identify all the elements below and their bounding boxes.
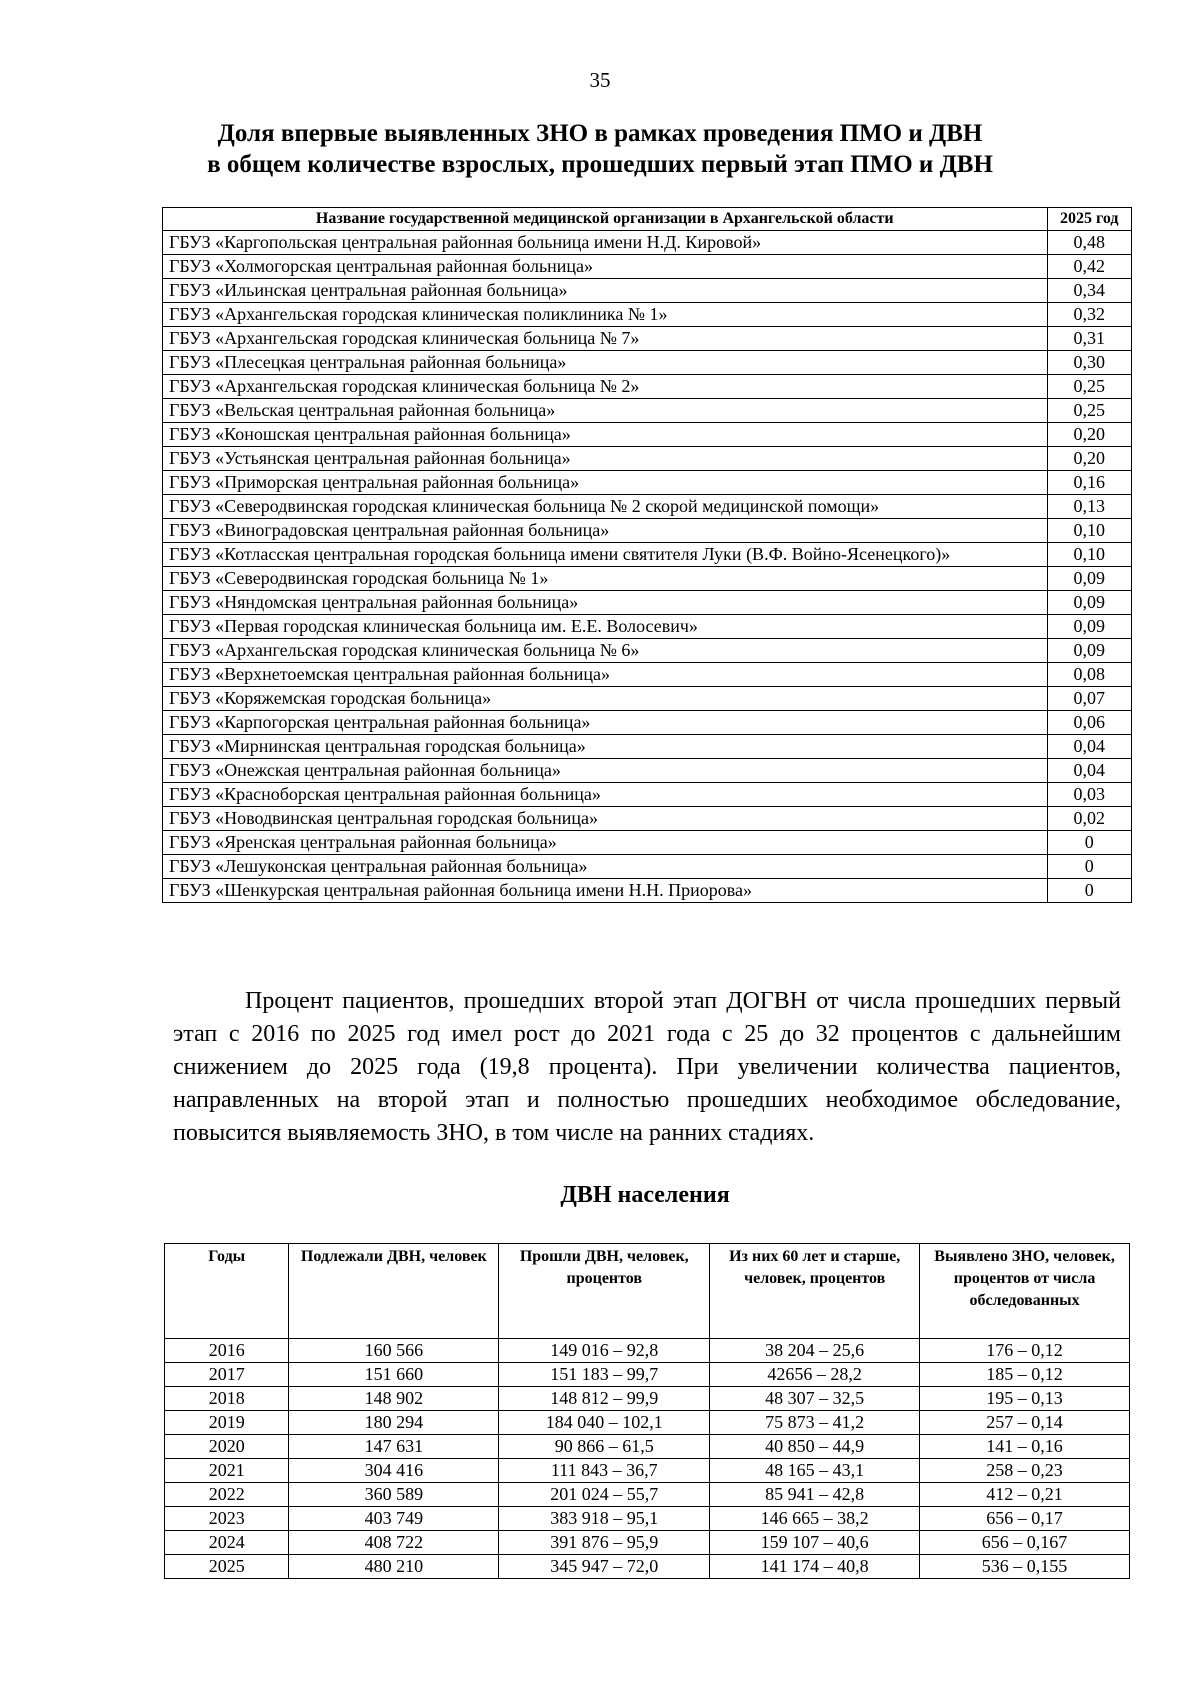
organization-name: ГБУЗ «Онежская центральная районная больница» — [163, 759, 1048, 783]
year-cell: 2025 — [165, 1555, 289, 1579]
organization-name: ГБУЗ «Северодвинская городская больница № 1» — [163, 567, 1048, 591]
document-title — [0, 118, 1200, 180]
eligible-cell: 304 416 — [289, 1459, 499, 1483]
table-row — [163, 711, 1132, 735]
organization-name: ГБУЗ «Приморская центральная районная больница» — [163, 471, 1048, 495]
organization-name: ГБУЗ «Плесецкая центральная районная больница» — [163, 351, 1048, 375]
share-value: 0,10 — [1047, 543, 1132, 567]
column-header-over-60: Из них 60 лет и старше, человек, процентов — [710, 1244, 920, 1339]
table-row — [165, 1507, 1130, 1531]
share-value: 0,25 — [1047, 399, 1132, 423]
table-row — [163, 255, 1132, 279]
share-value: 0,02 — [1047, 807, 1132, 831]
year-cell: 2018 — [165, 1387, 289, 1411]
organization-name: ГБУЗ «Архангельская городская клиническая больница № 2» — [163, 375, 1048, 399]
column-header-passed: Прошли ДВН, человек, процентов — [499, 1244, 710, 1339]
detected-cell: 185 – 0,12 — [920, 1363, 1130, 1387]
eligible-cell: 151 660 — [289, 1363, 499, 1387]
table-row — [163, 831, 1132, 855]
eligible-cell: 480 210 — [289, 1555, 499, 1579]
organization-name: ГБУЗ «Архангельская городская клиническая больница № 7» — [163, 327, 1048, 351]
column-header-detected: Выявлено ЗНО, человек, процентов от числа обследованных — [920, 1244, 1130, 1339]
over-60-cell: 141 174 – 40,8 — [710, 1555, 920, 1579]
table-row — [163, 447, 1132, 471]
table-row — [163, 327, 1132, 351]
year-cell: 2024 — [165, 1531, 289, 1555]
share-value: 0,09 — [1047, 567, 1132, 591]
organization-name: ГБУЗ «Холмогорская центральная районная больница» — [163, 255, 1048, 279]
organization-name: ГБУЗ «Ильинская центральная районная больница» — [163, 279, 1048, 303]
detected-cell: 176 – 0,12 — [920, 1339, 1130, 1363]
table-row — [163, 519, 1132, 543]
organization-name: ГБУЗ «Шенкурская центральная районная больница имени Н.Н. Приорова» — [163, 879, 1048, 903]
table-row — [165, 1387, 1130, 1411]
year-cell: 2021 — [165, 1459, 289, 1483]
table-row — [163, 351, 1132, 375]
column-header-organization: Название государственной медицинской организации в Архангельской области — [163, 208, 1048, 231]
share-value: 0,34 — [1047, 279, 1132, 303]
detected-cell: 258 – 0,23 — [920, 1459, 1130, 1483]
table-row — [165, 1411, 1130, 1435]
organization-name: ГБУЗ «Верхнетоемская центральная районная больница» — [163, 663, 1048, 687]
column-header-years: Годы — [165, 1244, 289, 1339]
table-row — [163, 567, 1132, 591]
year-cell: 2022 — [165, 1483, 289, 1507]
organization-name: ГБУЗ «Архангельская городская клиническая поликлиника № 1» — [163, 303, 1048, 327]
table-row — [163, 423, 1132, 447]
organization-name: ГБУЗ «Лешуконская центральная районная больница» — [163, 855, 1048, 879]
over-60-cell: 159 107 – 40,6 — [710, 1531, 920, 1555]
share-value: 0,42 — [1047, 255, 1132, 279]
passed-cell: 201 024 – 55,7 — [499, 1483, 710, 1507]
detected-cell: 257 – 0,14 — [920, 1411, 1130, 1435]
table-row — [165, 1555, 1130, 1579]
eligible-cell: 148 902 — [289, 1387, 499, 1411]
share-value: 0,04 — [1047, 735, 1132, 759]
year-cell: 2023 — [165, 1507, 289, 1531]
share-value: 0,04 — [1047, 759, 1132, 783]
table-header-row — [165, 1244, 1130, 1339]
share-value: 0,31 — [1047, 327, 1132, 351]
organizations-table — [162, 207, 1132, 903]
year-cell: 2020 — [165, 1435, 289, 1459]
eligible-cell: 160 566 — [289, 1339, 499, 1363]
share-value: 0,03 — [1047, 783, 1132, 807]
over-60-cell: 48 307 – 32,5 — [710, 1387, 920, 1411]
paragraph-text: Процент пациентов, прошедших второй этап ДОГВН от числа прошедших первый этап с 2016 по 2025 год имел рост до 2021 года с 25 до 32 процентов с дальнейшим снижением до 2025 года (19,8 процента). При увеличении количества пациентов, направленных на второй этап и полностью прошедших необходимое обследование, повысится выявляемость ЗНО, в том числе на ранних стадиях. — [173, 988, 1121, 1146]
detected-cell: 656 – 0,17 — [920, 1507, 1130, 1531]
table-row — [165, 1435, 1130, 1459]
section-title: ДВН населения — [560, 1182, 730, 1208]
organization-name: ГБУЗ «Вельская центральная районная больница» — [163, 399, 1048, 423]
table-row — [165, 1363, 1130, 1387]
eligible-cell: 403 749 — [289, 1507, 499, 1531]
eligible-cell: 408 722 — [289, 1531, 499, 1555]
over-60-cell: 75 873 – 41,2 — [710, 1411, 920, 1435]
table-row — [163, 471, 1132, 495]
organization-name: ГБУЗ «Яренская центральная районная больница» — [163, 831, 1048, 855]
organization-name: ГБУЗ «Коряжемская городская больница» — [163, 687, 1048, 711]
organization-name: ГБУЗ «Красноборская центральная районная больница» — [163, 783, 1048, 807]
table-row — [165, 1459, 1130, 1483]
share-value: 0,20 — [1047, 447, 1132, 471]
share-value: 0,08 — [1047, 663, 1132, 687]
passed-cell: 151 183 – 99,7 — [499, 1363, 710, 1387]
table-row — [163, 639, 1132, 663]
year-cell: 2016 — [165, 1339, 289, 1363]
eligible-cell: 360 589 — [289, 1483, 499, 1507]
table-row — [163, 663, 1132, 687]
share-value: 0,10 — [1047, 519, 1132, 543]
eligible-cell: 180 294 — [289, 1411, 499, 1435]
table-row — [163, 807, 1132, 831]
table-row — [163, 279, 1132, 303]
share-value: 0,48 — [1047, 231, 1132, 255]
over-60-cell: 48 165 – 43,1 — [710, 1459, 920, 1483]
over-60-cell: 38 204 – 25,6 — [710, 1339, 920, 1363]
detected-cell: 656 – 0,167 — [920, 1531, 1130, 1555]
detected-cell: 141 – 0,16 — [920, 1435, 1130, 1459]
table-row — [163, 615, 1132, 639]
detected-cell: 412 – 0,21 — [920, 1483, 1130, 1507]
table-row — [163, 495, 1132, 519]
organization-name: ГБУЗ «Мирнинская центральная городская больница» — [163, 735, 1048, 759]
over-60-cell: 40 850 – 44,9 — [710, 1435, 920, 1459]
year-cell: 2019 — [165, 1411, 289, 1435]
passed-cell: 391 876 – 95,9 — [499, 1531, 710, 1555]
organization-name: ГБУЗ «Новодвинская центральная городская больница» — [163, 807, 1048, 831]
passed-cell: 184 040 – 102,1 — [499, 1411, 710, 1435]
organization-name: ГБУЗ «Виноградовская центральная районная больница» — [163, 519, 1048, 543]
year-cell: 2017 — [165, 1363, 289, 1387]
organization-name: ГБУЗ «Северодвинская городская клиническая больница № 2 скорой медицинской помощи» — [163, 495, 1048, 519]
organization-name: ГБУЗ «Устьянская центральная районная больница» — [163, 447, 1048, 471]
share-value: 0,09 — [1047, 615, 1132, 639]
title-line-2: в общем количестве взрослых, прошедших первый этап ПМО и ДВН — [207, 151, 993, 178]
organization-name: ГБУЗ «Коношская центральная районная больница» — [163, 423, 1048, 447]
share-value: 0 — [1047, 855, 1132, 879]
share-value: 0,16 — [1047, 471, 1132, 495]
detected-cell: 536 – 0,155 — [920, 1555, 1130, 1579]
column-header-eligible: Подлежали ДВН, человек — [289, 1244, 499, 1339]
table-row — [165, 1339, 1130, 1363]
over-60-cell: 146 665 – 38,2 — [710, 1507, 920, 1531]
share-value: 0,30 — [1047, 351, 1132, 375]
share-value: 0,32 — [1047, 303, 1132, 327]
title-line-1: Доля впервые выявленных ЗНО в рамках проведения ПМО и ДВН — [217, 120, 983, 147]
passed-cell: 111 843 – 36,7 — [499, 1459, 710, 1483]
table-row — [163, 375, 1132, 399]
organization-name: ГБУЗ «Каргопольская центральная районная больница имени Н.Д. Кировой» — [163, 231, 1048, 255]
passed-cell: 90 866 – 61,5 — [499, 1435, 710, 1459]
table-row — [163, 735, 1132, 759]
table-row — [163, 303, 1132, 327]
table-row — [165, 1531, 1130, 1555]
share-value: 0,25 — [1047, 375, 1132, 399]
table-row — [163, 759, 1132, 783]
table-row — [165, 1483, 1130, 1507]
share-value: 0,07 — [1047, 687, 1132, 711]
share-value: 0,09 — [1047, 639, 1132, 663]
share-value: 0 — [1047, 879, 1132, 903]
organization-name: ГБУЗ «Первая городская клиническая больница им. Е.Е. Волосевич» — [163, 615, 1048, 639]
over-60-cell: 85 941 – 42,8 — [710, 1483, 920, 1507]
table-row — [163, 399, 1132, 423]
organization-name: ГБУЗ «Архангельская городская клиническая больница № 6» — [163, 639, 1048, 663]
passed-cell: 383 918 – 95,1 — [499, 1507, 710, 1531]
table-row — [163, 879, 1132, 903]
passed-cell: 148 812 – 99,9 — [499, 1387, 710, 1411]
dvn-table — [164, 1243, 1130, 1579]
share-value: 0,09 — [1047, 591, 1132, 615]
organization-name: ГБУЗ «Няндомская центральная районная больница» — [163, 591, 1048, 615]
detected-cell: 195 – 0,13 — [920, 1387, 1130, 1411]
organization-name: ГБУЗ «Карпогорская центральная районная больница» — [163, 711, 1048, 735]
column-header-year: 2025 год — [1047, 208, 1132, 231]
share-value: 0 — [1047, 831, 1132, 855]
table-header-row — [163, 208, 1132, 231]
passed-cell: 149 016 – 92,8 — [499, 1339, 710, 1363]
share-value: 0,13 — [1047, 495, 1132, 519]
table-row — [163, 231, 1132, 255]
table-row — [163, 783, 1132, 807]
table-row — [163, 543, 1132, 567]
passed-cell: 345 947 – 72,0 — [499, 1555, 710, 1579]
table-row — [163, 591, 1132, 615]
page-number: 35 — [589, 68, 611, 92]
table-row — [163, 855, 1132, 879]
share-value: 0,06 — [1047, 711, 1132, 735]
share-value: 0,20 — [1047, 423, 1132, 447]
table-row — [163, 687, 1132, 711]
organization-name: ГБУЗ «Котласская центральная городская больница имени святителя Луки (В.Ф. Войно-Ясенецкого)» — [163, 543, 1048, 567]
over-60-cell: 42656 – 28,2 — [710, 1363, 920, 1387]
eligible-cell: 147 631 — [289, 1435, 499, 1459]
body-paragraph — [173, 985, 1121, 1150]
